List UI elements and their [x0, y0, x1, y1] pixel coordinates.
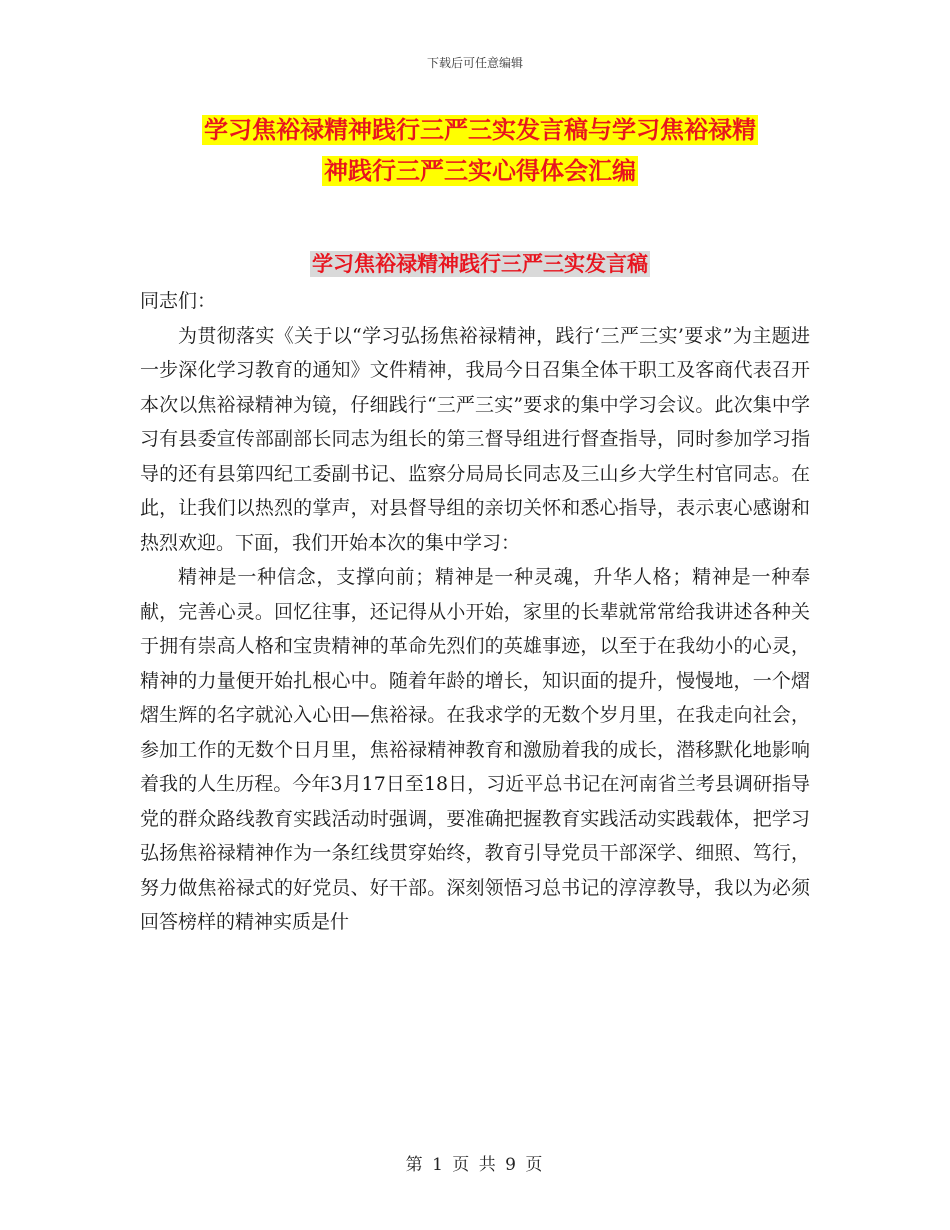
- document-title-line-1: 学习焦裕禄精神践行三严三实发言稿与学习焦裕禄精: [204, 116, 756, 144]
- section-title: [140, 248, 820, 280]
- document-title-line-2: 神践行三严三实心得体会汇编: [324, 157, 636, 185]
- document-body: [140, 284, 810, 940]
- page-number: 第 1 页 共 9 页: [405, 1155, 545, 1175]
- section-title-text: 学习焦裕禄精神践行三严三实发言稿: [312, 252, 648, 276]
- salutation: 同志们：: [140, 290, 217, 312]
- page-header-note: 下载后可任意编辑: [426, 56, 523, 70]
- body-paragraph-1: 为贯彻落实《关于以“学习弘扬焦裕禄精神，践行‘三严三实’要求”为主题进一步深化学习教育的通知》文件精神，我局今日召集全体干职工及客商代表召开本次以焦裕禄精神为镜，仔细践行“三严三实”要求的集中学习会议。此次集中学习有县委宣传部副部长同志为组长的第三督导组进行督查指导，同时参加学习指导的还有县第四纪工委副书记、监察分局局长同志及三山乡大学生村官同志。在此，让我们以热烈的掌声，对县督导组的亲切关怀和悉心指导，表示衷心感谢和热烈欢迎。下面，我们开始本次的集中学习：: [140, 324, 810, 554]
- body-paragraph-2: 精神是一种信念，支撑向前；精神是一种灵魂，升华人格；精神是一种奉献，完善心灵。回忆往事，还记得从小开始，家里的长辈就常常给我讲述各种关于拥有崇高人格和宝贵精神的革命先烈们的英雄事迹，以至于在我幼小的心灵，精神的力量便开始扎根心中。随着年龄的增长，知识面的提升，慢慢地，一个熠熠生辉的名字就沁入心田—焦裕禄。在我求学的无数个岁月里，在我走向社会，参加工作的无数个日月里，焦裕禄精神教育和激励着我的成长，潜移默化地影响着我的人生历程。今年3月17日至18日，习近平总书记在河南省兰考县调研指导党的群众路线教育实践活动时强调，要准确把握教育实践活动实践载体，把学习弘扬焦裕禄精神作为一条红线贯穿始终，教育引导党员干部深学、细照、笃行，努力做焦裕禄式的好党员、好干部。深刻领悟习总书记的淳淳教导，我以为必须回答榜样的精神实质是什: [140, 566, 810, 933]
- document-title: [140, 110, 820, 192]
